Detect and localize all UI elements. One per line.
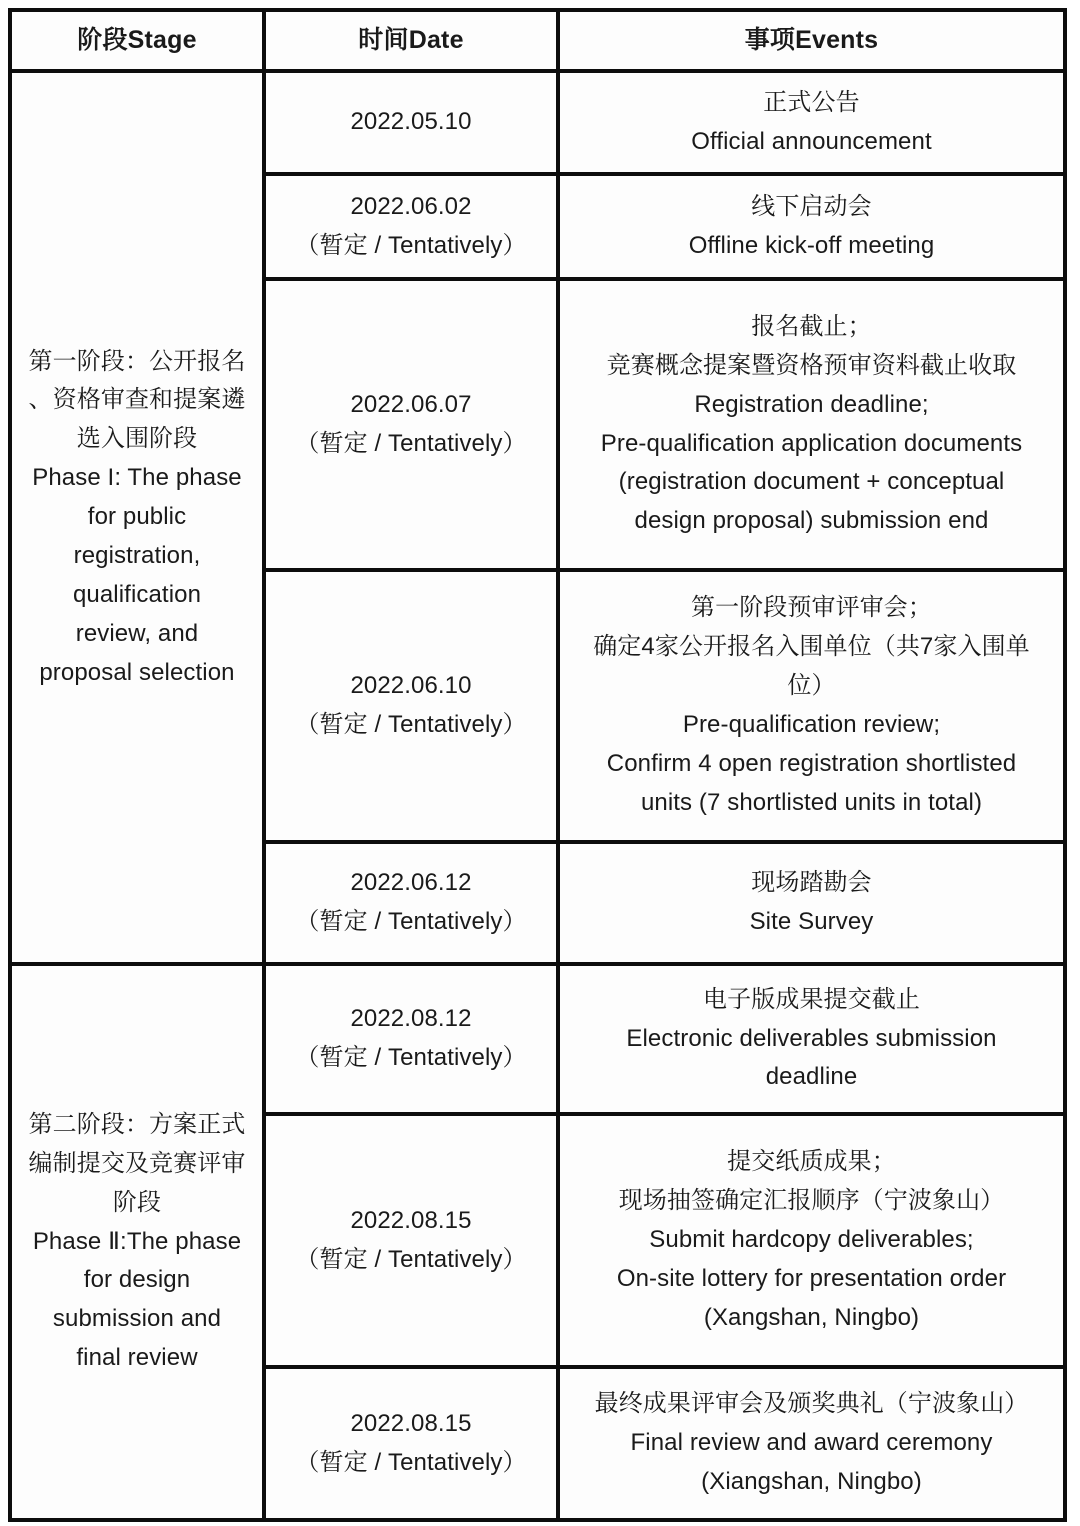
date-tentative-line: （暂定 / Tentatively） (295, 1448, 527, 1476)
events-cell (558, 570, 1065, 842)
date-line: 2022.06.07 (350, 390, 472, 418)
events-cell (558, 1367, 1065, 1520)
stage-line: submission and (52, 1305, 222, 1333)
event-line: Pre-qualification application documents (600, 429, 1023, 457)
event-line: 位） (787, 672, 836, 700)
event-line: 现场抽签确定汇报顺序（宁波象山） (618, 1187, 1005, 1215)
stage-line: registration, (73, 541, 201, 569)
date-tentative-line: （暂定 / Tentatively） (295, 711, 527, 738)
event-line: design proposal) submission end (634, 507, 989, 535)
stage-line: Phase Ⅱ:The phase (32, 1227, 242, 1255)
column-header-stage: 阶段Stage (10, 10, 264, 71)
event-line: Offline kick-off meeting (688, 231, 935, 259)
date-line: 2022.06.02 (350, 192, 472, 220)
date-line: 2022.08.15 (350, 1206, 472, 1234)
event-line: Electronic deliverables submission (626, 1024, 997, 1052)
table-header (10, 10, 1065, 71)
stage-line: review, and (75, 619, 199, 647)
table-header-row (10, 10, 1065, 71)
column-header-date: 时间Date (264, 10, 558, 71)
stage-cell-phase-2 (10, 964, 264, 1520)
stage-line: 选入围阶段 (76, 425, 198, 453)
event-line: Site Survey (749, 908, 874, 935)
events-cell (558, 1114, 1065, 1367)
date-line: 2022.06.12 (350, 869, 472, 897)
event-line: 提交纸质成果； (727, 1148, 896, 1176)
event-line: Submit hardcopy deliverables; (649, 1226, 974, 1254)
stage-line: for public (87, 503, 187, 531)
event-line: 确定4家公开报名入围单位（共7家入围单 (593, 633, 1030, 661)
event-line: 正式公告 (763, 88, 860, 116)
date-cell (264, 279, 558, 570)
event-line: 最终成果评审会及颁奖典礼（宁波象山） (594, 1390, 1029, 1418)
stage-line: for design (83, 1266, 191, 1294)
date-tentative-line: （暂定 / Tentatively） (295, 231, 527, 259)
events-cell (558, 71, 1065, 174)
date-line: 2022.08.12 (350, 1005, 472, 1033)
date-tentative-line: （暂定 / Tentatively） (295, 1044, 527, 1071)
competition-schedule-table (8, 8, 1067, 1522)
stage-line: 第一阶段：公开报名 (28, 347, 246, 375)
table-row (10, 71, 1065, 174)
event-line: On-site lottery for presentation order (616, 1264, 1007, 1292)
date-tentative-line: （暂定 / Tentatively） (295, 908, 527, 935)
stage-cell-phase-1 (10, 71, 264, 964)
event-line: Confirm 4 open registration shortlisted (606, 749, 1017, 777)
column-header-events: 事项Events (558, 10, 1065, 71)
event-line: 第一阶段预审评审会； (691, 594, 932, 622)
event-line: 电子版成果提交截止 (703, 985, 920, 1013)
stage-line: final review (76, 1344, 198, 1372)
date-tentative-line: （暂定 / Tentatively） (295, 1245, 527, 1273)
event-line: (registration document + conceptual (618, 468, 1005, 496)
date-line: 2022.06.10 (350, 672, 472, 700)
event-line: Official announcement (691, 127, 932, 155)
event-line: deadline (765, 1063, 858, 1091)
event-line: Registration deadline; (694, 390, 929, 418)
date-cell (264, 842, 558, 964)
event-line: 现场踏勘会 (751, 869, 872, 897)
date-cell (264, 174, 558, 279)
stage-line: proposal selection (39, 658, 235, 686)
events-cell (558, 279, 1065, 570)
date-cell (264, 570, 558, 842)
date-line: 2022.08.15 (350, 1409, 472, 1437)
date-cell (264, 1114, 558, 1367)
date-tentative-line: （暂定 / Tentatively） (295, 429, 527, 457)
date-cell (264, 71, 558, 174)
events-cell (558, 842, 1065, 964)
stage-line: 阶段 (112, 1188, 162, 1216)
event-line: (Xangshan, Ningbo) (703, 1303, 920, 1331)
event-line: (Xiangshan, Ningbo) (701, 1467, 922, 1495)
date-cell (264, 964, 558, 1114)
date-line: 2022.05.10 (350, 108, 472, 136)
stage-line: 、资格审查和提案遴 (28, 386, 246, 414)
stage-line: 第二阶段：方案正式 (28, 1110, 246, 1138)
table-body (10, 71, 1065, 1520)
stage-line: Phase I: The phase (32, 464, 242, 492)
event-line: units (7 shortlisted units in total) (640, 788, 983, 816)
stage-line: qualification (72, 580, 202, 608)
date-cell (264, 1367, 558, 1520)
event-line: Final review and award ceremony (630, 1429, 993, 1457)
stage-line: 编制提交及竞赛评审 (28, 1149, 246, 1177)
events-cell (558, 964, 1065, 1114)
event-line: 报名截止； (751, 312, 872, 340)
events-cell (558, 174, 1065, 279)
event-line: 竞赛概念提案暨资格预审资料截止收取 (606, 351, 1017, 379)
event-line: 线下启动会 (751, 192, 872, 220)
event-line: Pre-qualification review; (682, 711, 941, 738)
table-row (10, 964, 1065, 1114)
